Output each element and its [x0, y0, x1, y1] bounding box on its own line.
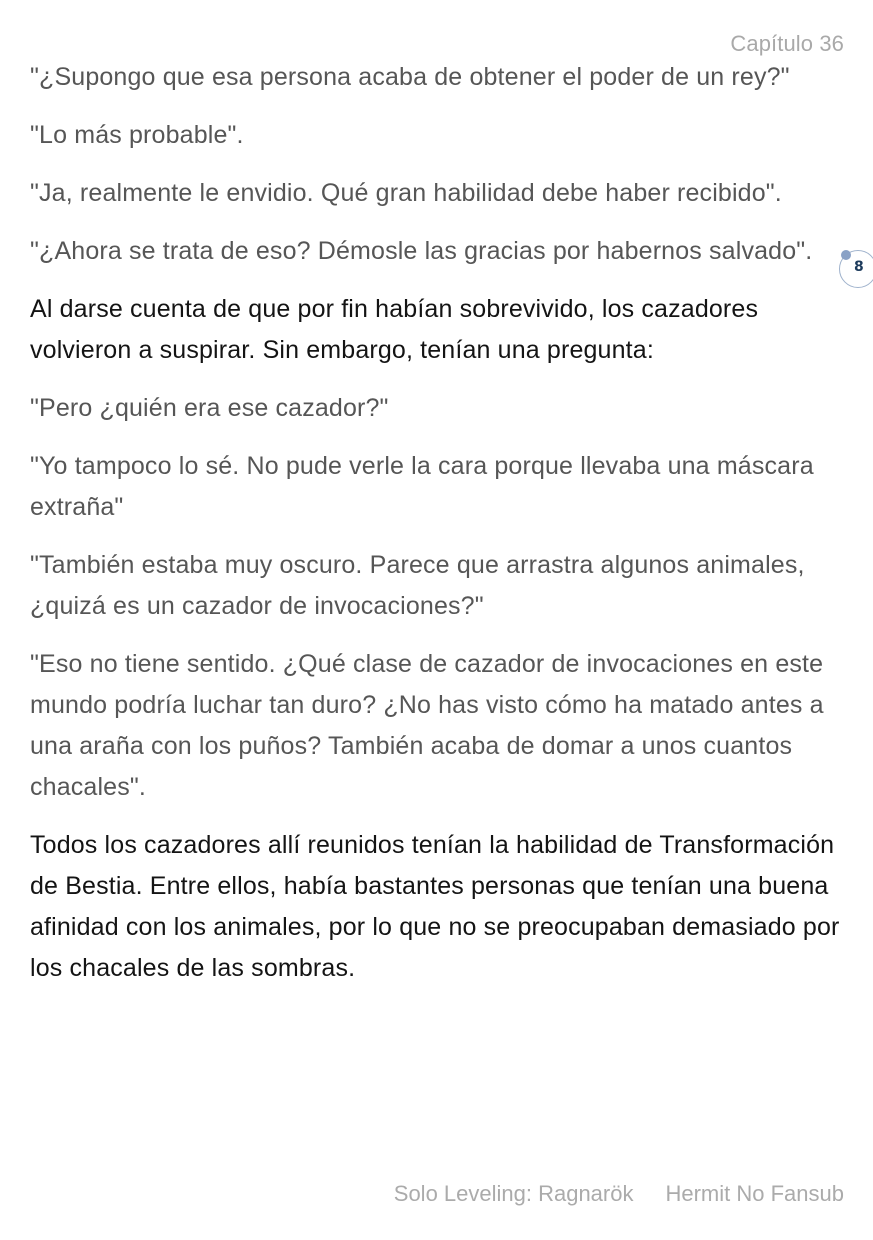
paragraph-narrative: Al darse cuenta de que por fin habían sobrevivido, los cazadores volvieron a suspirar. Sin embargo, tenían una pregunta:: [30, 295, 759, 364]
paragraph-dialogue: "Pero ¿quién era ese cazador?": [30, 394, 389, 422]
footer-book-title: Solo Leveling: Ragnarök: [393, 1181, 634, 1206]
paragraph-narrative: Todos los cazadores allí reunidos tenían la habilidad de Transformación de Bestia. Entre ellos, había bastantes personas que tenían una buena afinidad con los animales, por lo que no se preocupaban demasiado por los chacales de las sombras.: [30, 831, 840, 982]
page-number-badge[interactable]: [839, 250, 873, 288]
badge-dot-icon: [841, 250, 851, 260]
paragraph-dialogue: "Lo más probable".: [30, 121, 244, 149]
paragraph-dialogue: "Ja, realmente le envidio. Qué gran habilidad debe haber recibido".: [30, 179, 782, 207]
chapter-body: [30, 57, 850, 1006]
footer-translator: Hermit No Fansub: [665, 1181, 844, 1206]
page-number: 8: [854, 259, 864, 275]
paragraph-dialogue: "Eso no tiene sentido. ¿Qué clase de cazador de invocaciones en este mundo podría luchar tan duro? ¿No has visto cómo ha matado antes a una araña con los puños? También acaba de domar a unos cuantos chacales".: [30, 650, 824, 801]
paragraph-dialogue: "¿Ahora se trata de eso? Démosle las gracias por habernos salvado".: [30, 237, 813, 265]
paragraph-dialogue: "También estaba muy oscuro. Parece que arrastra algunos animales, ¿quizá es un cazador de invocaciones?": [30, 551, 805, 620]
chapter-header: Capítulo 36: [730, 31, 844, 56]
page-footer: [394, 1181, 844, 1207]
paragraph-dialogue: "¿Supongo que esa persona acaba de obtener el poder de un rey?": [30, 63, 790, 91]
paragraph-dialogue: "Yo tampoco lo sé. No pude verle la cara porque llevaba una máscara extraña": [30, 452, 814, 521]
